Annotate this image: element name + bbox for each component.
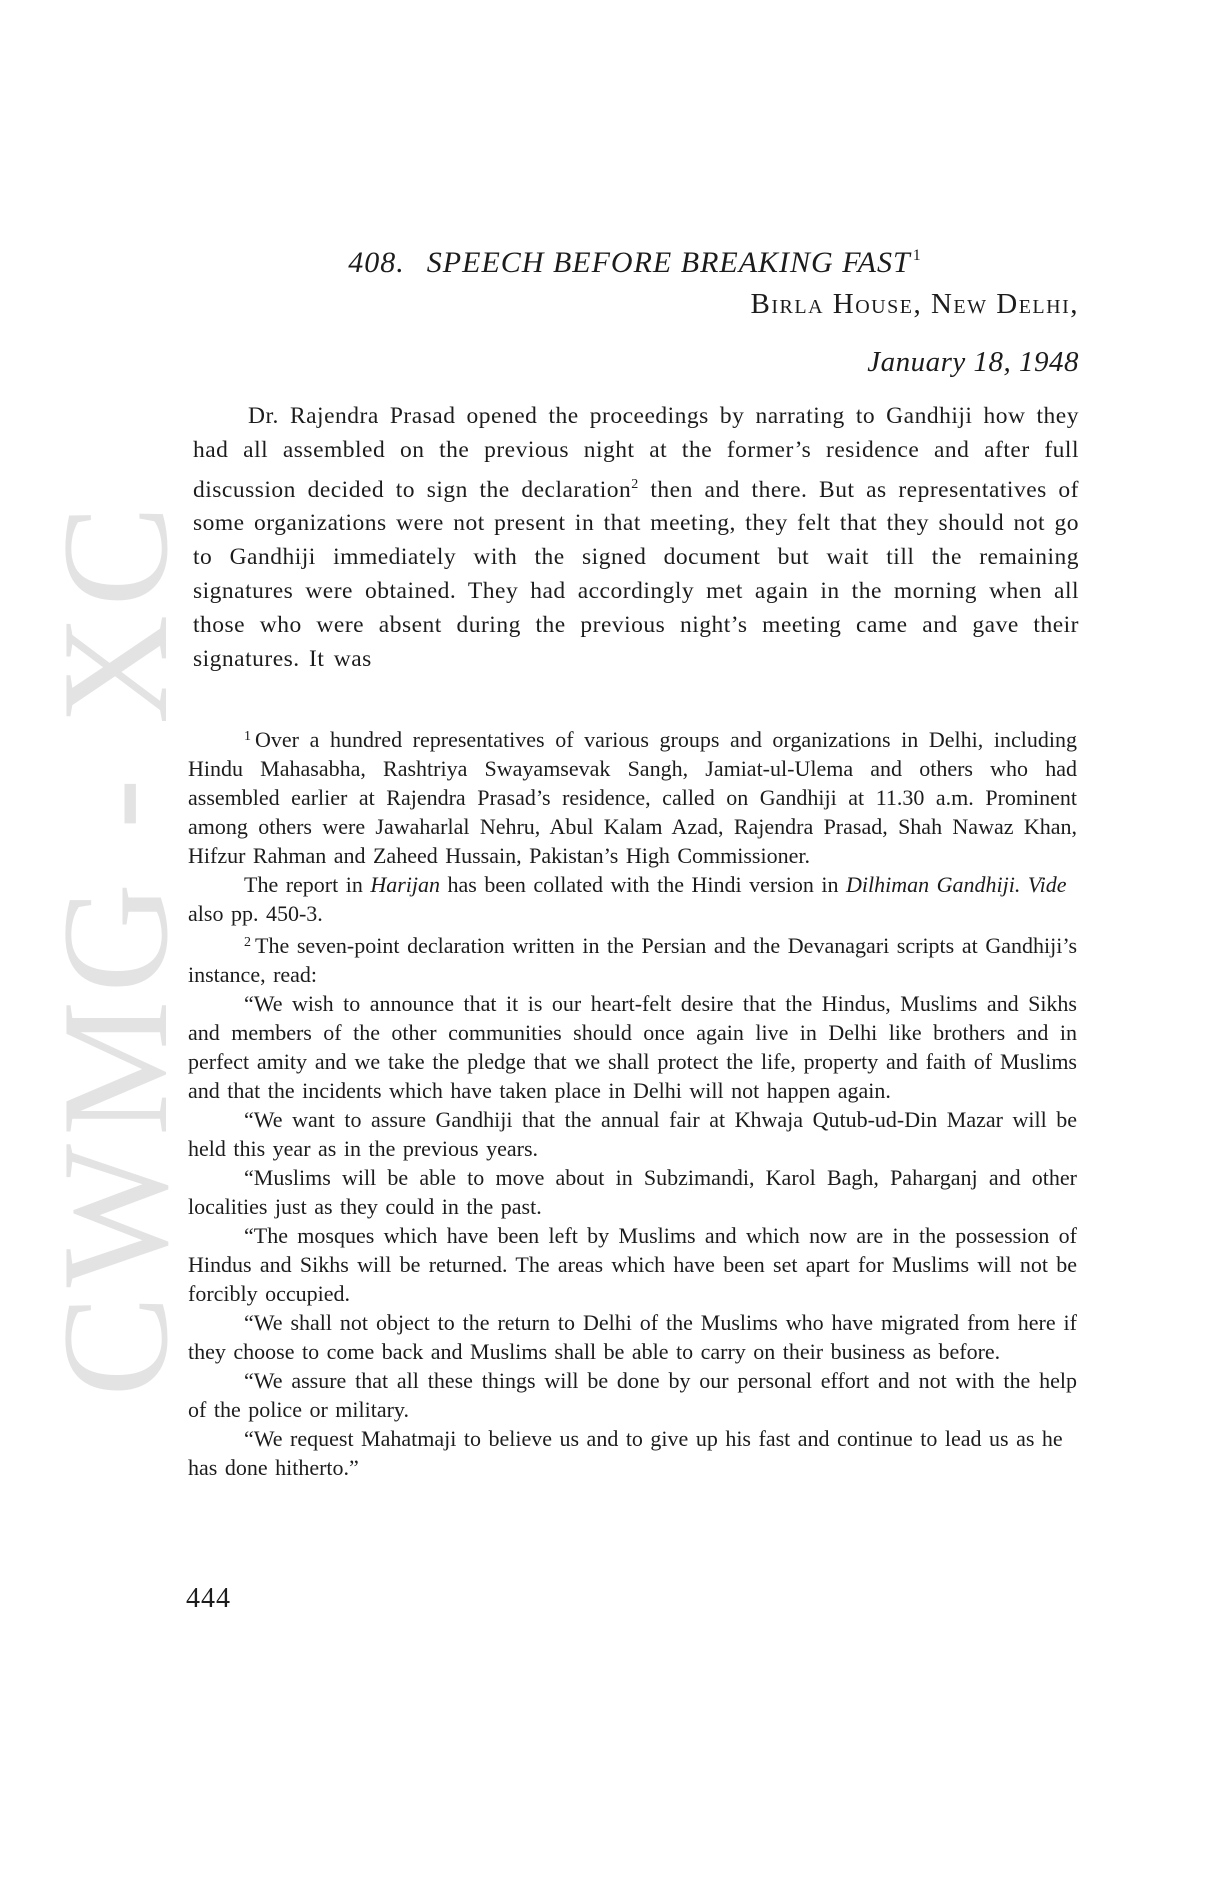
footnote-ref-2: 2: [631, 476, 639, 492]
declaration-point: “We wish to announce that it is our heart-felt desire that the Hindus, Muslims and Sikhs and members of the other communities should once again live in Delhi like brothers and in perfect amity and we take the pledge that we shall protect the life, property and faith of Muslims and that the incidents which have taken place in Delhi will not happen again.: [188, 991, 1077, 1103]
declaration-point: “We assure that all these things will be done by our personal effort and not with the help of the police or military.: [188, 1368, 1077, 1422]
speech-title: SPEECH BEFORE BREAKING FAST: [426, 246, 911, 279]
report-dilhiman: Dilhiman Gandhiji.: [846, 872, 1021, 897]
footnote-report-note: [188, 870, 1077, 928]
speech-number: 408.: [348, 246, 405, 279]
declaration-point: “We request Mahatmaji to believe us and to give up his fast and continue to lead us as he has done hitherto.”: [188, 1426, 1063, 1480]
declaration-point: “The mosques which have been left by Muslims and which now are in the possession of Hindus and Sikhs will be returned. The areas which have been set apart for Muslims will not be forcibly occupied.: [188, 1223, 1077, 1306]
declaration-point: “We want to assure Gandhiji that the annual fair at Khwaja Qutub-ud-Din Mazar will be held this year as in the previous years.: [188, 1107, 1077, 1161]
page-number: 444: [186, 1583, 231, 1614]
body-paragraph: [193, 400, 1079, 676]
footnote-2-text: The seven-point declaration written in the Persian and the Devanagari scripts at Gandhiji’s instance, read:: [188, 933, 1077, 987]
footnotes: [188, 722, 1077, 1482]
footnote-1-mark: 1: [244, 729, 251, 744]
footnote-2-mark: 2: [244, 935, 251, 950]
dateline-date: January 18, 1948: [867, 346, 1079, 378]
footnote-2: [188, 928, 1077, 989]
report-harijan: Harijan: [370, 872, 441, 897]
body-text-part2: then and there. But as representatives of some organizations were not present in that meeting, they felt that they should not go to Gandhiji immediately with the signed document but wait till the remaining signatures were obtained. They had accordingly met again in the morning when all those who were absent during the previous night’s meeting came and gave their signatures. It was: [193, 476, 1079, 672]
footnote-1: [188, 722, 1077, 870]
report-note-text: also pp. 450-3.: [188, 901, 323, 926]
declaration-point: “We shall not object to the return to Delhi of the Muslims who have migrated from here if they choose to come back and Muslims shall be able to carry on their business as before.: [188, 1310, 1077, 1364]
declaration-point: “Muslims will be able to move about in Subzimandi, Karol Bagh, Paharganj and other localities just as they could in the past.: [188, 1165, 1077, 1219]
footnote-ref-1: 1: [912, 247, 922, 264]
report-vide: Vide: [1027, 872, 1067, 897]
report-note-text: has been collated with the Hindi version in: [440, 872, 847, 897]
dateline-place: Birla House, New Delhi,: [750, 288, 1079, 320]
report-note-text: The report in: [244, 872, 371, 897]
body-text-part1: Dr. Rajendra Prasad opened the proceedings by narrating to Gandhiji how they had all assembled on the previous night at the former’s residence and after full discussion decided to sign the declaration: [193, 403, 1079, 503]
footnote-1-text: Over a hundred representatives of various groups and organizations in Delhi, including Hindu Mahasabha, Rashtriya Swayamsevak Sangh, Jamiat-ul-Ulema and others who had assembled earlier at Rajendra Prasad’s residence, called on Gandhiji at 11.30 a.m. Prominent among others were Jawaharlal Nehru, Abul Kalam Azad, Rajendra Prasad, Shah Nawaz Khan, Hifzur Rahman and Zaheed Hussain, Pakistan’s High Commissioner.: [188, 727, 1077, 868]
watermark: CWMG - XC: [31, 497, 199, 1397]
speech-heading: [190, 246, 1080, 280]
